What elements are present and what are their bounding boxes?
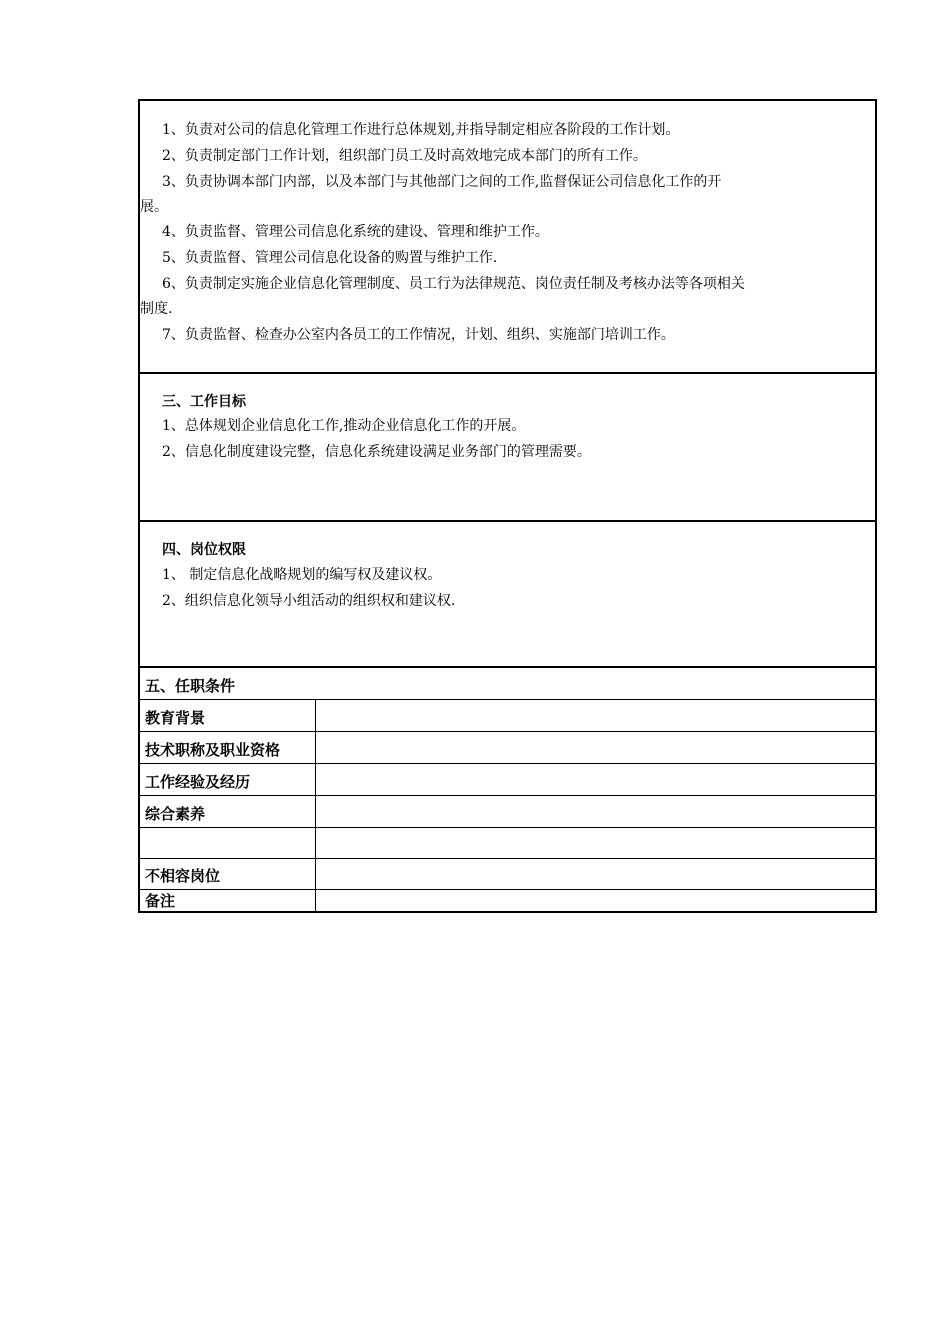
authority-item-2: 2、组织信息化领导小组活动的组织权和建议权. [162,593,456,609]
goals-heading: 三、工作目标 [162,394,246,410]
row-value-empty [316,828,875,858]
duty-item-7: 7、负责监督、检查办公室内各员工的工作情况，计划、组织、实施部门培训工作。 [162,327,675,343]
table-row [140,859,875,890]
row-value-title-qualification [316,732,875,763]
goal-item-2: 2、信息化制度建设完整，信息化系统建设满足业务部门的管理需要。 [162,444,591,460]
qualifications-heading: 五、任职条件 [145,677,236,695]
goals-section [140,374,875,522]
row-value-remarks [316,890,875,911]
qualifications-table [140,668,875,911]
duty-item-2: 2、负责制定部门工作计划，组织部门员工及时高效地完成本部门的所有工作。 [162,148,647,164]
duty-item-6-cont: 制度. [140,301,173,317]
duty-item-4: 4、负责监督、管理公司信息化系统的建设、管理和维护工作。 [162,224,549,240]
table-row [140,796,875,828]
row-value-incompatible-positions [316,859,875,889]
table-row [140,700,875,732]
duty-item-3: 3、负责协调本部门内部，以及本部门与其他部门之间的工作,监督保证公司信息化工作的开 [162,174,722,190]
row-label-education: 教育背景 [145,709,206,727]
row-label-title-qualification: 技术职称及职业资格 [145,741,281,759]
job-description-form [138,99,877,913]
authority-item-1: 1、 制定信息化战略规划的编写权及建议权。 [162,567,442,583]
duty-item-5: 5、负责监督、管理公司信息化设备的购置与维护工作. [162,250,498,266]
row-label-incompatible-positions: 不相容岗位 [145,867,221,885]
table-row [140,764,875,796]
table-row [140,732,875,764]
row-value-education [316,700,875,731]
goal-item-1: 1、总体规划企业信息化工作,推动企业信息化工作的开展。 [162,418,526,434]
duties-section [140,101,875,374]
row-value-experience [316,764,875,795]
row-value-competence [316,796,875,827]
authority-section [140,522,875,668]
duty-item-6: 6、负责制定实施企业信息化管理制度、员工行为法律规范、岗位责任制及考核办法等各项相关 [162,276,745,292]
table-row [140,890,875,911]
row-label-experience: 工作经验及经历 [145,773,251,791]
row-label-remarks: 备注 [145,892,176,910]
table-row [140,828,875,859]
authority-heading: 四、岗位权限 [162,542,246,558]
row-label-competence: 综合素养 [145,805,206,823]
duty-item-1: 1、负责对公司的信息化管理工作进行总体规划,并指导制定相应各阶段的工作计划。 [162,122,680,138]
qualifications-heading-row [140,668,875,700]
duty-item-3-cont: 展。 [140,199,168,215]
